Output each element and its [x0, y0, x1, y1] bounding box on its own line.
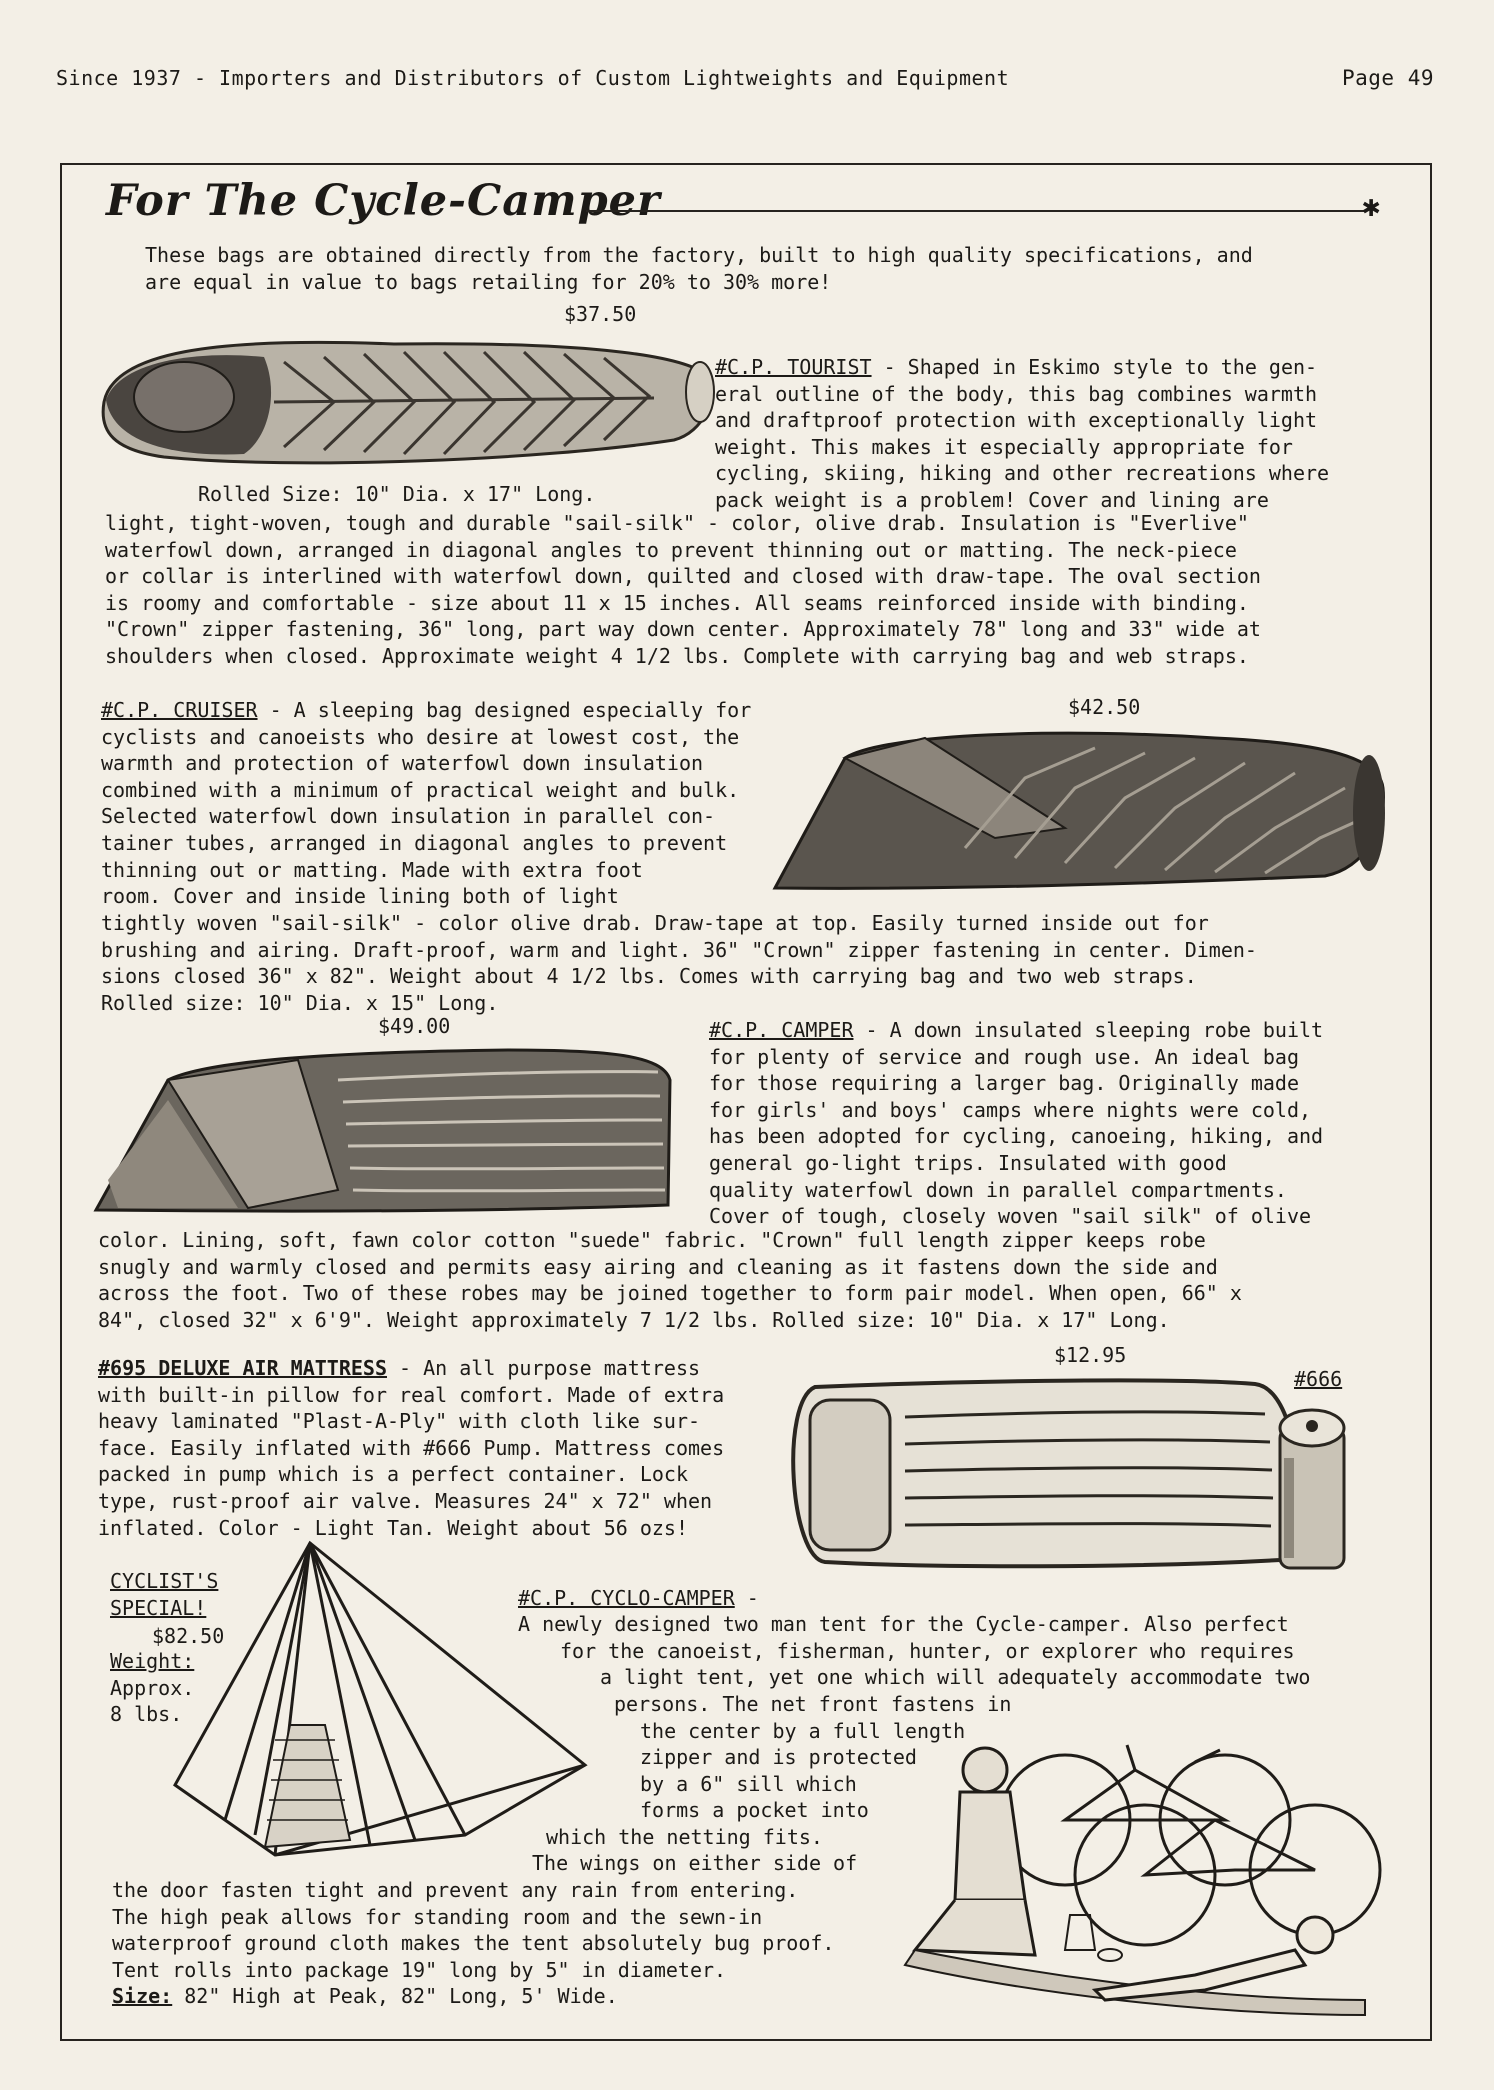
tent-size-label: Size:: [112, 1984, 173, 2009]
cruiser-description-full: tightly woven "sail-silk" - color olive drab. Draw-tape at top. Easily turned inside out for brushing and airing. Draft-proof, warm and light. 36" "Crown" zipper fastening in center. Dimen- sions closed 36" x 82". Weight about 4 1/2 lbs. Comes with carrying bag and two web straps. Rolled size: 10" Dia. x 15" Long.: [101, 911, 1257, 1015]
tourist-name: #C.P. TOURIST: [715, 355, 872, 379]
tent-weight: Weight: Approx. 8 lbs.: [110, 1649, 195, 1727]
tent-line-10: The wings on either side of: [532, 1851, 858, 1875]
cruiser-name: #C.P. CRUISER: [101, 698, 258, 722]
tent-price: $82.50: [152, 1624, 225, 1648]
tourist-bag-illustration: [94, 322, 718, 472]
cyclists-special-label: CYCLIST'S SPECIAL!: [110, 1569, 219, 1620]
tent-line-2: for the canoeist, fisherman, hunter, or explorer who requires: [560, 1639, 1295, 1663]
header-tagline: Since 1937 - Importers and Distributors of Custom Lightweights and Equipment: [56, 66, 1010, 90]
mattress-name: #695 DELUXE AIR MATTRESS: [98, 1356, 387, 1380]
tourist-description-full: light, tight-woven, tough and durable "sail-silk" - color, olive drab. Insulation is "Everlive" waterfowl down, arranged in diagonal angles to prevent thinning out or matting. The neck-piece or collar is interlined with waterfowl down, quilted and closed with draw-tape. The oval section is roomy and comfortable - size about 11 x 15 inches. All seams reinforced inside with binding. "Crown" zipper fastening, 36" long, part way down center. Approximately 78" long and 33" wide at shoulders when closed. Approximate weight 4 1/2 lbs. Complete with carrying bag and web straps.: [105, 511, 1261, 668]
tourist-rolled-size: Rolled Size: 10" Dia. x 17" Long.: [198, 482, 596, 506]
cruiser-bag-illustration: [765, 718, 1390, 898]
tent-line-5: the center by a full length: [640, 1719, 966, 1743]
tent-line-8: forms a pocket into: [640, 1798, 869, 1822]
title-rule: [586, 210, 1366, 212]
mattress-price: $12.95: [1054, 1343, 1127, 1367]
tent-line-1: A newly designed two man tent for the Cycle-camper. Also perfect: [518, 1612, 1289, 1636]
asterisk-ornament-icon: ✱: [1362, 189, 1381, 224]
tent-line-3: a light tent, yet one which will adequately accommodate two: [600, 1665, 1311, 1689]
tent-line-7: by a 6" sill which: [640, 1772, 857, 1796]
mattress-description: #695 DELUXE AIR MATTRESS - An all purpose mattress with built-in pillow for real comfort. Made of extra heavy laminated "Plast-A-Ply" with cloth like sur- face. Easily inflated with #666 Pump. Mattress comes packed in pump which is a perfect container. Lock type, rust-proof air valve. Measures 24" x 72" when inflated. Color - Light Tan. Weight about 56 ozs!: [98, 1356, 725, 1540]
pump-666-illustration: [1272, 1398, 1352, 1578]
tourist-description-side: #C.P. TOURIST - Shaped in Eskimo style to the gen- eral outline of the body, this bag combines warmth and draftproof protection with exceptionally light weight. This makes it especially appropriate for cycling, skiing, hiking and other recreations where pack weight is a problem! Cover and lining are: [715, 355, 1330, 512]
campers-with-bicycles-illustration: [895, 1700, 1395, 2020]
air-mattress-illustration: [785, 1372, 1305, 1572]
tourist-price: $37.50: [564, 302, 637, 326]
tent-line-9: which the netting fits.: [546, 1825, 823, 1849]
camper-bag-illustration: [88, 1040, 678, 1215]
tent-line-4: persons. The net front fastens in: [614, 1692, 1012, 1716]
camper-name: #C.P. CAMPER: [709, 1018, 854, 1042]
tent-name: #C.P. CYCLO-CAMPER: [518, 1586, 735, 1610]
cruiser-price: $42.50: [1068, 695, 1141, 719]
camper-price: $49.00: [378, 1014, 451, 1038]
intro-text: These bags are obtained directly from the factory, built to high quality specifications, and are equal in value to bags retailing for 20% to 30% more!: [145, 243, 1253, 294]
camper-description-side: #C.P. CAMPER - A down insulated sleeping robe built for plenty of service and rough use. An ideal bag for those requiring a larger bag. Originally made for girls' and boys' camps where nights were cold, has been adopted for cycling, canoeing, hiking, and general go-light trips. Insulated with good quality waterfowl down in parallel compartments. Cover of tough, closely woven "sail silk" of olive: [709, 1018, 1324, 1229]
page-number: Page 49: [1341, 66, 1434, 90]
cruiser-description-side: #C.P. CRUISER - A sleeping bag designed especially for cyclists and canoeists who desire at lowest cost, the warmth and protection of waterfowl down insulation combined with a minimum of practical weight and bulk. Selected waterfowl down insulation in parallel con- tainer tubes, arranged in diagonal angles to prevent thinning out or matting. Made with extra foot room. Cover and inside lining both of light: [101, 698, 752, 909]
section-title: For The Cycle-Camper: [106, 176, 661, 226]
pump-label: #666: [1294, 1367, 1343, 1391]
tent-name-line: #C.P. CYCLO-CAMPER -: [518, 1586, 759, 1610]
tent-line-6: zipper and is protected: [640, 1745, 917, 1769]
camper-description-full: color. Lining, soft, fawn color cotton "suede" fabric. "Crown" full length zipper keeps robe snugly and warmly closed and permits easy airing and cleaning as it fastens down the side and across the foot. Two of these robes may be joined together to form pair model. When open, 66" x 84", closed 32" x 6'9". Weight approximately 7 1/2 lbs. Rolled size: 10" Dia. x 17" Long.: [98, 1228, 1242, 1332]
tent-description-full: the door fasten tight and prevent any rain from entering. The high peak allows for standing room and the sewn-in waterproof ground cloth makes the tent absolutely bug proof. Tent rolls into package 19" long by 5" in diameter. Size: 82" High at Peak, 82" Long, 5' Wide.: [112, 1878, 835, 2009]
